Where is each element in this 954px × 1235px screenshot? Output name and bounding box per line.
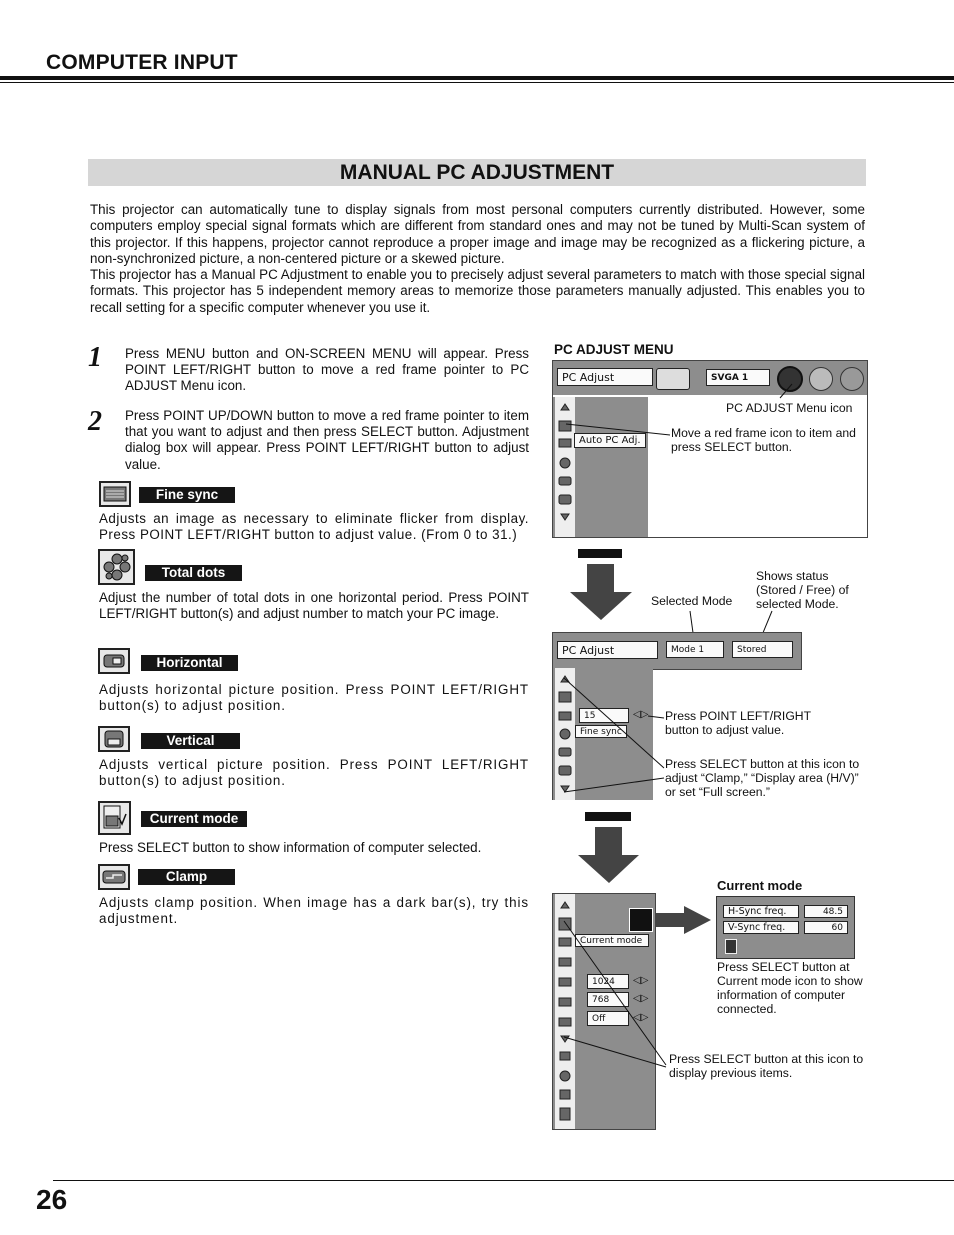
left-right-arrows-icon[interactable]: ◁▷ <box>633 993 649 1004</box>
note-selected-mode: Selected Mode <box>651 594 733 608</box>
pc-adjust-bar <box>552 632 802 670</box>
v-sync-label: V-Sync freq. <box>723 921 799 934</box>
clamp-description: Adjusts clamp position. When image has a dark bar(s), try this adjustment. <box>99 895 529 927</box>
note-current-mode: Press SELECT button at Current mode icon to show information of computer connected. <box>717 960 863 1016</box>
h-sync-label: H-Sync freq. <box>723 905 799 918</box>
horizontal-value[interactable]: 768 <box>587 992 629 1007</box>
down-arrow-1 <box>568 548 634 622</box>
total-dots-description: Adjust the number of total dots in one horizontal period. Press POINT LEFT/RIGHT button(s) and adjust number to match your PC image. <box>99 590 529 622</box>
note-select-clamp: Press SELECT button at this icon to adjust “Clamp,” “Display area (H/V)” or set “Full screen.” <box>665 757 860 799</box>
page-title: MANUAL PC ADJUSTMENT <box>88 159 866 186</box>
fine-sync-label: Fine sync <box>139 487 235 503</box>
intro-paragraph-1: This projector can automatically tune to display signals from most personal computers currently distributed. However, some computers employ special signal formats which are different from standard ones and may not be tuned by Multi-Scan system of this projector. If this happens, projector cannot reproduce a proper image and image may be recognized as a flickering picture, a non-synchronized picture, a non-centered picture or a skewed picture. <box>90 202 865 266</box>
header-rule-thin <box>0 82 954 83</box>
horizontal-description: Adjusts horizontal picture position. Press POINT LEFT/RIGHT button(s) to adjust position. <box>99 682 529 714</box>
current-mode-panel <box>716 896 855 959</box>
exit-icon[interactable] <box>725 939 737 954</box>
note-menu-icon: PC ADJUST Menu icon <box>726 401 853 415</box>
pc-adjust-menu-heading: PC ADJUST MENU <box>554 342 674 357</box>
total-dots-label: Total dots <box>145 565 242 581</box>
total-dots-value[interactable]: 1024 <box>587 974 629 989</box>
horizontal-label: Horizontal <box>141 655 238 671</box>
current-mode-description: Press SELECT button to show information of computer selected. <box>99 840 482 855</box>
mode-label: SVGA 1 <box>706 369 770 386</box>
mode-selector[interactable]: Mode 1 <box>666 641 724 658</box>
clamp-label: Clamp <box>138 869 235 885</box>
step-text-1: Press MENU button and ON-SCREEN MENU will appear. Press POINT LEFT/RIGHT button to move a red frame pointer to PC ADJUST Menu icon. <box>125 346 529 394</box>
step-number-1: 1 <box>88 342 102 373</box>
current-mode-icon <box>98 801 131 835</box>
fine-sync-description: Adjusts an image as necessary to eliminate flicker from display. Press POINT LEFT/RIGHT button to adjust value. (From 0 to 31.) <box>99 511 529 543</box>
total-dots-icon <box>98 549 135 585</box>
screen3-callout-lines <box>552 893 672 1073</box>
left-right-arrows-icon[interactable]: ◁▷ <box>633 975 649 986</box>
current-mode-heading: Current mode <box>717 878 803 893</box>
h-sync-value: 48.5 <box>804 905 848 918</box>
auto-pc-adj-item[interactable]: Auto PC Adj. <box>574 433 646 448</box>
vertical-value[interactable]: Off <box>587 1011 629 1026</box>
menu-label: PC Adjust <box>557 368 653 386</box>
footer-rule <box>53 1180 954 1181</box>
vertical-label: Vertical <box>141 733 240 749</box>
step-text-2: Press POINT UP/DOWN button to move a red frame pointer to item that you want to adjust and then press SELECT button. Adjustment dialog box will appear. Press POINT LEFT/RIGHT button to adjust value. <box>125 408 529 472</box>
current-mode-item[interactable]: Current mode <box>575 934 649 947</box>
down-arrow-2 <box>577 811 641 885</box>
note-status: Shows status (Stored / Free) of selected Mode. <box>756 569 849 611</box>
left-right-arrows-icon[interactable]: ◁▷ <box>633 709 649 720</box>
header-rule <box>0 76 954 80</box>
page-number: 26 <box>36 1184 68 1215</box>
intro-text <box>90 202 865 316</box>
screen1-callout-lines <box>552 360 872 540</box>
right-arrow <box>656 905 712 935</box>
status-indicator: Stored <box>732 641 793 658</box>
v-sync-value: 60 <box>804 921 848 934</box>
current-mode-label: Current mode <box>141 811 247 827</box>
clamp-icon <box>98 864 130 890</box>
note-previous-items: Press SELECT button at this icon to display previous items. <box>669 1052 864 1080</box>
fine-sync-icon <box>99 481 131 507</box>
section-title: COMPUTER INPUT <box>46 51 238 74</box>
vertical-description: Adjusts vertical picture position. Press POINT LEFT/RIGHT button(s) to adjust position. <box>99 757 529 789</box>
left-right-arrows-icon[interactable]: ◁▷ <box>633 1012 649 1023</box>
menu-label-2: PC Adjust <box>557 641 658 659</box>
screen2-callout-lines <box>552 668 672 798</box>
fine-sync-item[interactable]: Fine sync <box>575 725 627 738</box>
vertical-icon <box>98 726 130 752</box>
intro-paragraph-2: This projector has a Manual PC Adjustment to enable you to precisely adjust several parameters to match with those special signal formats. This projector has 5 independent memory areas to memorize those parameters manually adjusted. This enables you to recall setting for a specific computer whenever you use it. <box>90 267 865 315</box>
note-move-frame: Move a red frame icon to item and press SELECT button. <box>671 426 856 454</box>
step-number-2: 2 <box>88 406 102 437</box>
note-adjust-value: Press POINT LEFT/RIGHT button to adjust value. <box>665 709 811 737</box>
horizontal-icon <box>98 648 130 674</box>
fine-sync-value[interactable]: 15 <box>579 708 629 723</box>
